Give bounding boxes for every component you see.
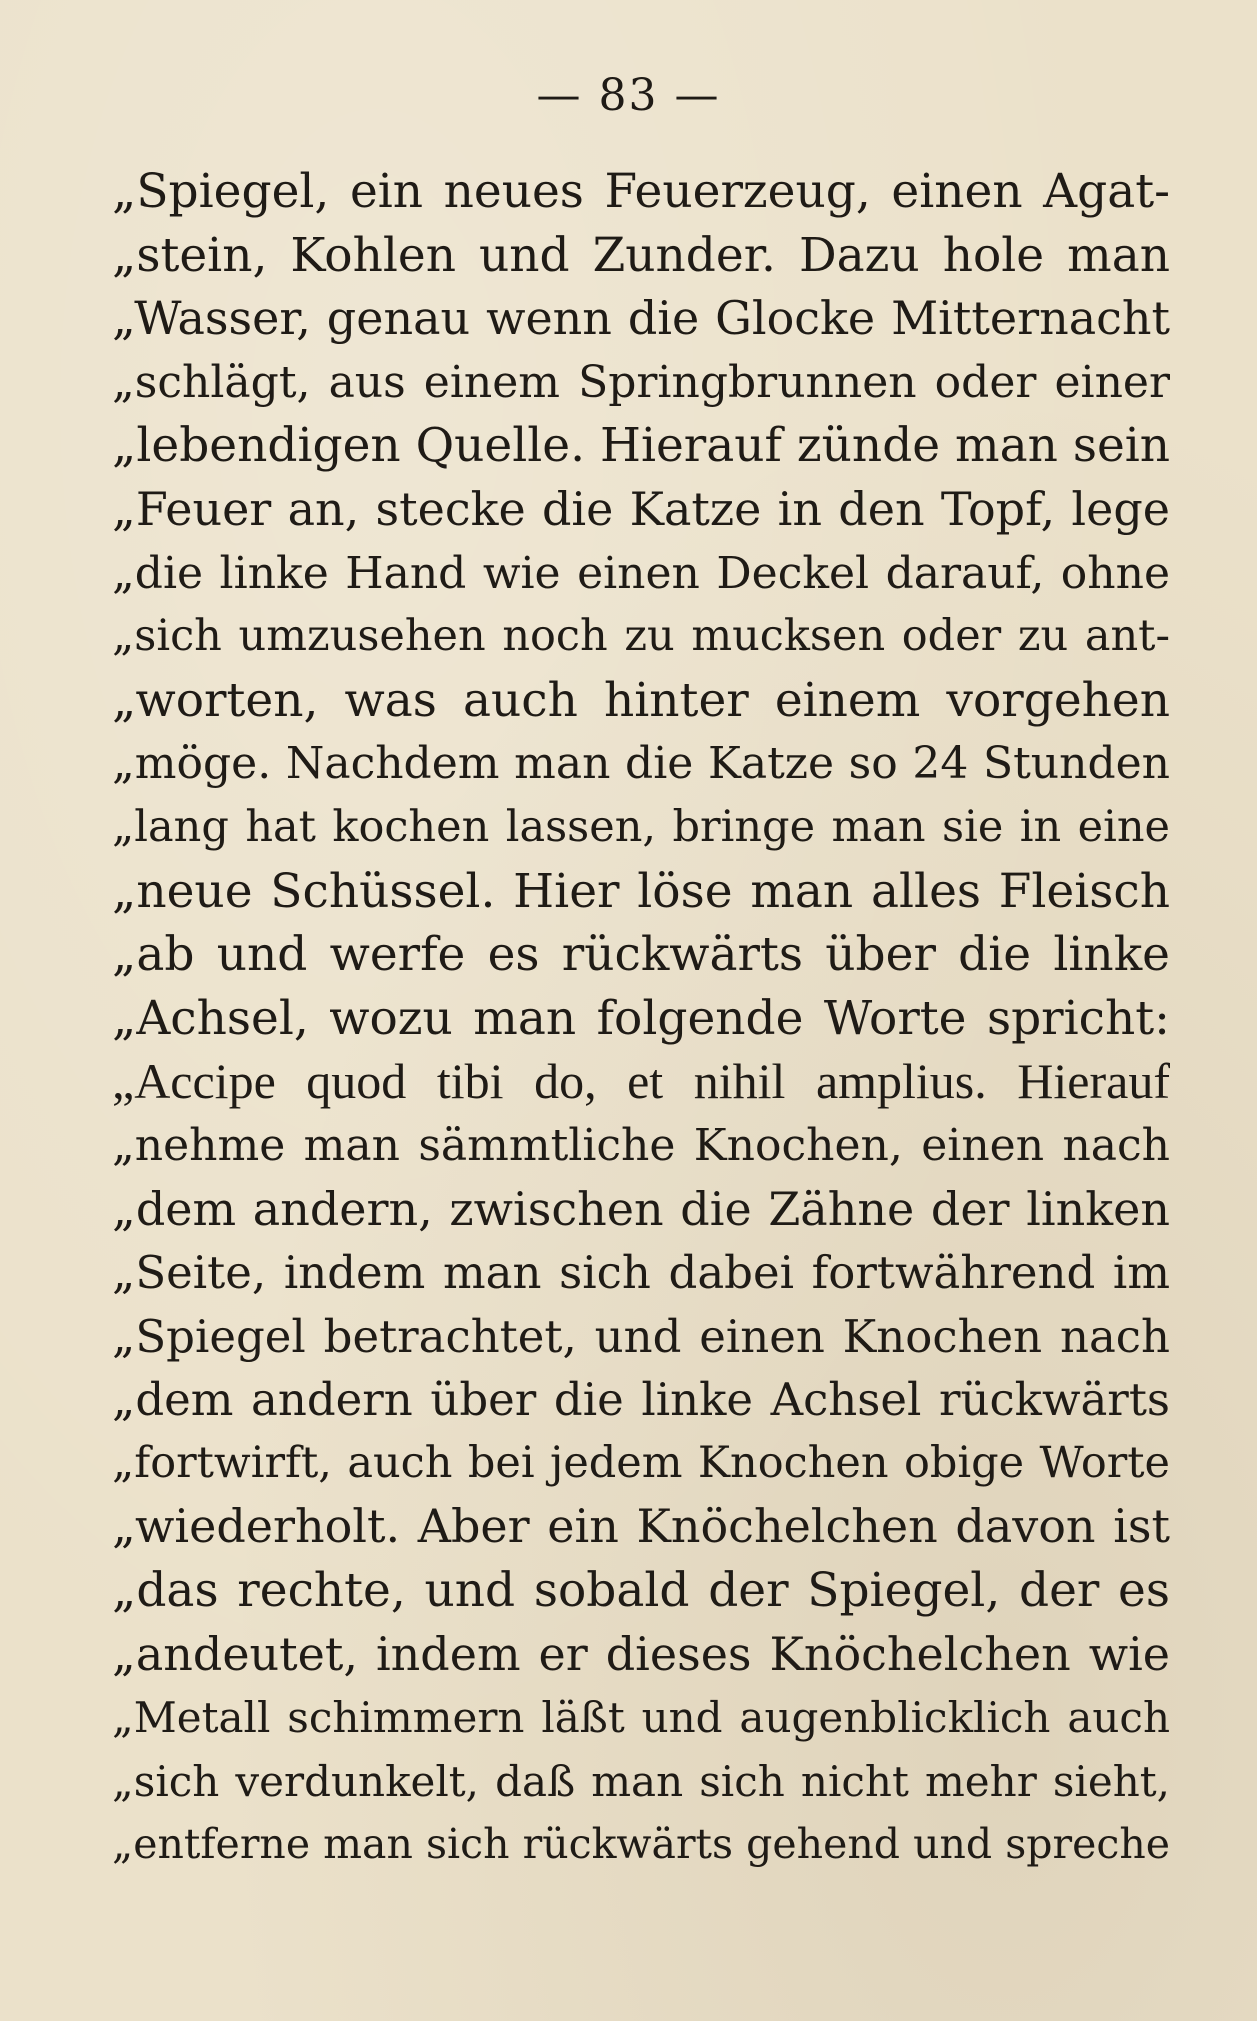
text-line: „andeutet, indem er dieses Knöchelchen wie: [112, 1626, 1170, 1681]
text-line: „lebendigen Quelle. Hierauf zünde man sein: [112, 418, 1170, 474]
text-line: „lang hat kochen lassen, bringe man sie in eine: [112, 801, 1170, 852]
text-line: „ab und werfe es rückwärts über die linke: [112, 927, 1170, 983]
text-line: „nehme man sämmtliche Knochen, einen nach: [112, 1119, 1170, 1171]
text-line: „dem andern, zwischen die Zähne der linken: [112, 1181, 1170, 1236]
text-line: „wiederholt. Aber ein Knöchelchen davon ist: [112, 1499, 1170, 1554]
text-line: „neue Schüssel. Hier löse man alles Fleisch: [112, 863, 1170, 919]
text-line: „entferne man sich rückwärts gehend und spreche: [112, 1820, 1170, 1869]
text-line: „stein, Kohlen und Zunder. Dazu hole man: [112, 227, 1170, 283]
text-line: „sich verdunkelt, daß man sich nicht mehr sieht,: [112, 1756, 1170, 1806]
text-line: „worten, was auch hinter einem vorgehen: [112, 672, 1170, 728]
body-text: [112, 160, 1170, 1877]
text-line: „Spiegel, ein neues Feuerzeug, einen Agat-: [112, 164, 1170, 219]
text-line: „Achsel, wozu man folgende Worte spricht:: [112, 990, 1170, 1046]
text-line: „Spiegel betrachtet, und einen Knochen nach: [112, 1309, 1170, 1363]
page-number: — 83 —: [536, 70, 721, 121]
text-line: „fortwirft, auch bei jedem Knochen obige Worte: [112, 1437, 1170, 1488]
text-line: „Wasser, genau wenn die Glocke Mitternacht: [112, 291, 1170, 346]
text-line: „Metall schimmern läßt und augenblicklich auch: [112, 1693, 1170, 1743]
text-line: „dem andern über die linke Achsel rückwärts: [112, 1373, 1170, 1427]
text-line: „möge. Nachdem man die Katze so 24 Stunden: [112, 738, 1170, 790]
text-line: „sich umzusehen noch zu mucksen oder zu ant-: [112, 611, 1170, 662]
text-line-latin: „Accipe quod tibi do, et nihil amplius. Hierauf: [112, 1053, 1170, 1110]
text-line: „Feuer an, stecke die Katze in den Topf, lege: [112, 481, 1170, 536]
text-line: „die linke Hand wie einen Deckel darauf, ohne: [112, 547, 1170, 599]
text-line: „das rechte, und sobald der Spiegel, der es: [112, 1563, 1170, 1619]
text-line: „schlägt, aus einem Springbrunnen oder einer: [112, 356, 1170, 408]
text-line: „Seite, indem man sich dabei fortwährend im: [112, 1246, 1170, 1300]
